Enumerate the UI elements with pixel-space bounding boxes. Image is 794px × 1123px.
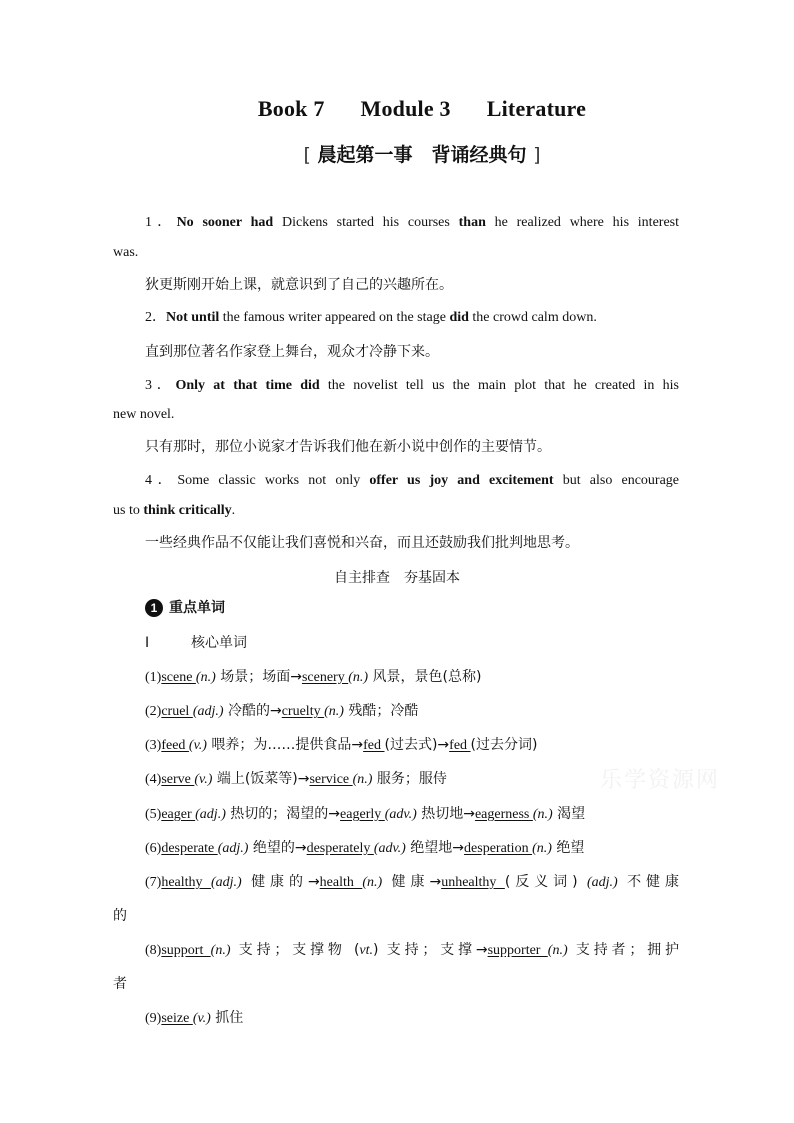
core-words-label: 核心单词: [191, 635, 247, 651]
vocab-item-part: (5): [145, 807, 162, 822]
vocab-item-part: 热切地→: [416, 806, 475, 822]
vocab-item-part: (adv.): [373, 841, 406, 856]
vocab-item-part: 绝望地→: [405, 840, 465, 856]
vocab-item: [145, 696, 679, 727]
sentence-4-en: [145, 466, 679, 496]
sentence-2-en-part: the famous writer appeared on the stage: [219, 310, 450, 325]
vocab-item: [145, 935, 679, 966]
vocab-item-part: (3): [145, 738, 162, 753]
sentence-1-en-part: than: [458, 215, 486, 230]
sentence-number: 1．: [145, 215, 177, 230]
sentence-2-en-part: Not until: [166, 310, 220, 325]
page-subtitle: [0, 140, 794, 167]
vocab-item-part: 绝望: [551, 840, 585, 856]
vocab-item-part: 支持；支撑物 (: [230, 942, 360, 958]
vocab-item-part: desperation: [464, 841, 533, 856]
vocab-item-part: 抓住: [210, 1010, 244, 1026]
vocab-item: [145, 1003, 679, 1034]
vocab-item-part: fed: [449, 738, 471, 753]
roman-numeral: Ⅰ: [145, 635, 150, 651]
vocab-item-part: cruel: [161, 704, 193, 719]
vocab-item-part: supporter: [487, 943, 548, 958]
vocab-item-part: (反义词): [504, 874, 587, 890]
sentence-1-en-part: he realized where his interest: [485, 215, 679, 230]
vocab-item-part: (adj.): [217, 841, 249, 856]
vocab-item-part: desperate: [161, 841, 218, 856]
vocab-item-part: eager: [161, 807, 196, 822]
sentence-3-en-part: Only at that time did: [175, 378, 320, 393]
vocab-item-part: (4): [145, 772, 162, 787]
sentence-4-en-part: offer us joy and excitement: [369, 473, 554, 488]
watermark: 乐学资源网: [600, 768, 721, 793]
sentence-2-cn: 直到那位著名作家登上舞台，观众才冷静下来。: [145, 344, 439, 360]
sentence-2-en-part: did: [449, 310, 469, 325]
vocab-item-part: (adv.): [384, 807, 417, 822]
vocab-item-part: (v.): [188, 738, 207, 753]
key-words-label: 重点单词: [169, 600, 225, 616]
vocab-item-part: (2): [145, 704, 162, 719]
page-title: [0, 96, 794, 122]
sentence-1-en: [145, 208, 679, 238]
vocab-item-part: fed: [363, 738, 385, 753]
vocab-item-part: 场景；场面→: [215, 669, 302, 685]
subtitle-right-bracket: ]: [533, 144, 541, 166]
vocab-item-cont: 者: [113, 976, 127, 992]
vocab-item-cont: 的: [113, 908, 127, 924]
vocab-item-part: vt.: [359, 943, 374, 958]
vocab-item-part: (n.): [195, 670, 216, 685]
sentence-2-en: [145, 303, 679, 333]
sentence-number: 4．: [145, 473, 178, 488]
number-badge: 1: [145, 599, 163, 617]
sentence-4-en-cont: [113, 496, 679, 526]
sentence-number: 2．: [145, 310, 166, 325]
vocab-item-part: (过去分词): [470, 737, 538, 753]
vocab-item: [145, 764, 679, 795]
title-book: Book 7: [257, 96, 325, 121]
vocab-item-part: (n.): [532, 841, 552, 856]
sentence-3-en: [145, 371, 679, 401]
sentence-1-cn: 狄更斯刚开始上课，就意识到了自己的兴趣所在。: [145, 277, 453, 293]
vocab-item-part: eagerly: [340, 807, 385, 822]
vocab-item-part: (n.): [210, 943, 231, 958]
vocab-item-part: service: [309, 772, 353, 787]
sentence-3-en-cont: new novel.: [113, 407, 175, 422]
vocab-item-part: (v.): [192, 1011, 211, 1026]
vocab-item: [145, 799, 679, 830]
subtitle-left-bracket: [: [303, 144, 311, 166]
vocab-item-part: 残酷；冷酷: [343, 703, 419, 719]
vocab-item-part: (7): [145, 875, 162, 890]
vocab-item-part: 热切的；渴望的→: [225, 806, 341, 822]
vocab-item-part: (adj.): [586, 875, 618, 890]
sentence-3-en-part: the novelist tell us the main plot that he created in his: [319, 378, 680, 393]
sentence-4-cont-part: us to: [113, 503, 144, 518]
vocab-item-part: serve: [161, 772, 195, 787]
vocab-item-part: desperately: [306, 841, 374, 856]
vocab-item-part: 冷酷的→: [223, 703, 282, 719]
vocab-item-part: (adj.): [195, 807, 226, 822]
vocab-item-part: scene: [161, 670, 196, 685]
vocab-item-part: healthy: [161, 875, 211, 890]
title-module: Module 3: [360, 96, 451, 121]
vocab-item-part: (1): [145, 670, 162, 685]
vocab-item: [145, 730, 679, 761]
title-topic: Literature: [486, 96, 587, 121]
vocab-item-part: unhealthy: [441, 875, 505, 890]
key-words-heading: [145, 593, 679, 623]
vocab-item-part: (n.): [352, 772, 373, 787]
sentence-4-en-part: Some classic works not only: [177, 473, 370, 488]
vocab-item-part: 绝望的→: [248, 840, 307, 856]
core-words-heading: [145, 628, 679, 658]
subtitle-text: 晨起第一事 背诵经典句: [317, 144, 527, 166]
vocab-item-part: 不健康: [617, 874, 679, 890]
vocab-item-part: 服务；服侍: [372, 771, 447, 787]
vocab-item-part: (n.): [547, 943, 568, 958]
vocab-item-part: 健康的→: [241, 874, 320, 890]
sentence-4-cont-part: .: [231, 503, 236, 518]
vocab-item-part: 渴望: [552, 806, 586, 822]
vocab-item-part: (9): [145, 1011, 162, 1026]
vocab-item-part: (过去式)→: [384, 737, 450, 753]
vocab-item: [145, 662, 679, 693]
sentence-2-en-part: the crowd calm down.: [468, 310, 597, 325]
vocab-item-part: (n.): [324, 704, 344, 719]
vocab-item-part: (n.): [532, 807, 553, 822]
vocab-item-part: 风景，景色(总称): [368, 669, 482, 685]
vocab-item-part: seize: [161, 1011, 193, 1026]
sentence-4-en-part: but also encourage: [553, 473, 680, 488]
section-heading: 自主排查 夯基固本: [334, 570, 460, 586]
vocab-item-part: eagerness: [474, 807, 533, 822]
sentence-1-en-part: No sooner had: [176, 215, 274, 230]
vocab-item-part: feed: [161, 738, 189, 753]
vocab-item-part: (n.): [348, 670, 369, 685]
vocab-item-part: scenery: [301, 670, 349, 685]
vocab-item-part: (adj.): [210, 875, 242, 890]
sentence-1-en-part: Dickens started his courses: [273, 215, 459, 230]
vocab-item: [145, 833, 679, 864]
sentence-1-en-cont: was.: [113, 245, 139, 260]
sentence-4-cn: 一些经典作品不仅能让我们喜悦和兴奋，而且还鼓励我们批判地思考。: [145, 535, 579, 551]
sentence-number: 3．: [145, 378, 176, 393]
sentence-4-cont-part: think critically: [143, 503, 232, 518]
vocab-item-part: (n.): [362, 875, 383, 890]
vocab-item-part: (8): [145, 943, 162, 958]
vocab-item-part: ) 支持；支撑→: [373, 942, 488, 958]
vocab-item: [145, 867, 679, 898]
sentence-3-cn: 只有那时，那位小说家才告诉我们他在新小说中创作的主要情节。: [145, 439, 551, 455]
vocab-item-part: (6): [145, 841, 162, 856]
vocab-item-part: (adj.): [192, 704, 224, 719]
vocab-item-part: 喂养；为……提供食品→: [206, 737, 364, 753]
vocab-item-part: cruelty: [281, 704, 325, 719]
vocab-item-part: 健康→: [382, 874, 442, 890]
vocab-item-part: 端上(饭菜等)→: [212, 771, 310, 787]
vocab-item-part: support: [161, 943, 211, 958]
vocab-item-part: (v.): [194, 772, 213, 787]
vocab-item-part: health: [319, 875, 363, 890]
vocab-item-part: 支持者；拥护: [567, 942, 679, 958]
